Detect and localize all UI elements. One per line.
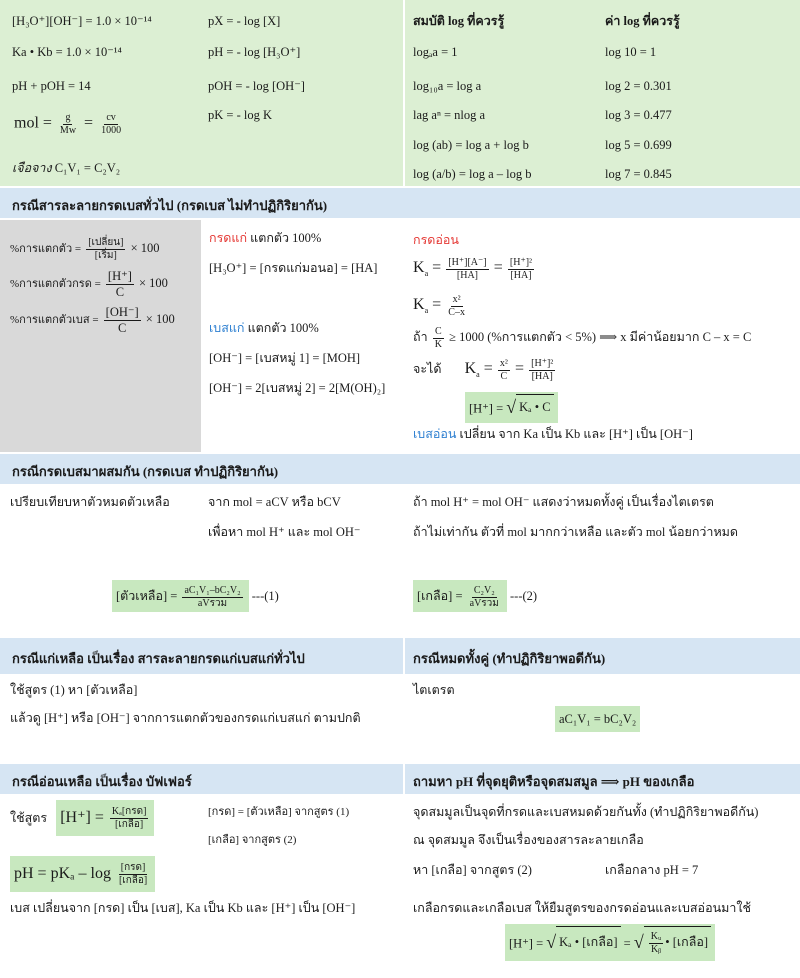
percent-acid-den: C [115,284,125,299]
buffer-h-formula [10,800,154,836]
kw-over-kb [649,931,664,955]
if-equal-text: ถ้า mol H⁺ = mol OH⁻ แสดงว่าหมดทั้งคู่ เป็นเรื่องไตเตรต [413,495,714,509]
ka-symbol-3: $K_a$ = [464,360,493,380]
percent-acid-label: %การแตกตัวกรด = [10,278,101,290]
equivalence-panel [405,796,800,978]
titration-panel [405,676,800,762]
pk-def: pK = - log K [208,108,272,122]
section2-title: กรณีกรดเบสมาผสมกัน (กรดเบส ทำปฏิกิริยากัน) [12,464,279,479]
ka-num-1: [H⁺][A⁻] [448,257,487,269]
ka-fraction-2 [508,257,534,281]
salt-term: • [เกลือ] [665,935,709,949]
henderson-highlight [10,856,155,892]
salt-h-highlight [505,924,715,961]
buffer-h-num: Kₐ[กรด] [111,806,147,818]
find-salt-text: หา [เกลือ] จากสูตร (2) [413,863,532,877]
remaining-num: aC₁V₁–bC₂V₂ [184,585,241,597]
henderson-fraction [117,862,149,886]
sqrt-ka-salt [546,926,620,957]
c-num: C [435,326,442,338]
kw-num: Kᵤ [650,931,662,943]
dilution-label: เจือจาง [12,161,52,175]
c-over-k [433,326,444,350]
salt-formula [413,580,537,612]
log-values-title: ค่า log ที่ควรรู้ [605,14,680,28]
ka-simple-fraction-2 [529,358,555,382]
mol-1000: 1000 [101,124,122,136]
ka-num-2: [H⁺]² [509,257,533,269]
section1-header [0,188,800,218]
cond-rest: ≥ 1000 (%การแตกตัว < 5%) ⟹ x มีค่าน้อยมาก C – x = C [449,330,752,344]
base-change-text: เบส เปลี่ยนจาก [กรด] เป็น [เบส], Ka เป็น Kb และ [H⁺] เป็น [OH⁻] [10,901,356,915]
percent-acid-num: [H⁺] [107,269,132,284]
log-value-item: log 3 = 0.477 [605,108,672,122]
strong-base-eq1: [OH⁻] = [เบสหมู่ 1] = [MOH] [209,351,361,365]
ka-simple-num-2: [H⁺]² [531,358,554,370]
percent-base-num: [OH⁻] [105,305,139,320]
section2-header [0,454,800,484]
sqrt-kw-kb-under [644,926,711,957]
percent-base-fraction [104,305,141,335]
percent-base-label: %การแตกตัวเบส = [10,314,99,326]
percent-dissociation [10,234,160,263]
percent-den: [เริ่ม] [94,249,117,261]
ka-x-den: C–x [448,306,465,318]
ka-x-num: x² [452,294,461,306]
section3-header-left [0,638,403,674]
sqrt-ka-salt-under: Kₐ • [เกลือ] [556,926,620,957]
henderson-formula [10,856,155,892]
if-not-equal-text: ถ้าไม่เท่ากัน ตัวที่ mol มากกว่าเหลือ และตัว mol น้อยกว่าหมด [413,525,739,539]
px-def: pX = - log [X] [208,14,281,28]
ka-x-fraction [446,294,467,318]
cond-pre: ถ้า [413,330,428,344]
percent-num: [เปลี่ยน] [88,237,124,249]
mol-cv: cv [106,112,116,123]
strong-excess-panel [0,676,403,762]
salt-h-formula [505,924,715,961]
sqrt-ka-c [506,394,553,419]
ka-equals-3: = [514,360,525,377]
ka-simple-den-2: [HA] [531,370,553,382]
mixing-left-panel [0,486,403,636]
log-prop-item: lag aⁿ = nlog a [413,108,486,122]
log-prop-item: log (ab) = log a + log b [413,138,529,152]
strong-base-label: เบสแก่ [209,321,245,335]
buffer-h-label: [H⁺] = [60,809,104,826]
remaining-den: aVรวม [197,597,228,609]
ka-simple-num: x² [499,358,508,370]
ka-kb-relation: Ka • Kb = 1.0 × 10⁻¹⁴ [12,45,122,59]
buffer-h-den: [เกลือ] [115,818,144,830]
ka-fraction-1 [446,257,488,281]
mol-fraction-cv [99,112,123,136]
section3-title-right: กรณีหมดทั้งคู่ (ทำปฏิกิริยาพอดีกัน) [413,651,606,666]
strong-base-rest: แตกตัว 100% [244,321,319,335]
ka-symbol: $K_a$ = [413,259,442,279]
weak-base-line [413,426,693,442]
ka-den-2: [HA] [510,269,532,281]
ka-den-1: [HA] [456,269,478,281]
log-props-title: สมบัติ log ที่ควรรู้ [413,14,505,28]
times-100: × 100 [139,276,168,290]
remaining-formula [112,580,279,612]
borrow-formula-text: เกลือกรดและเกลือเบส ให้ยืมสูตรของกรดอ่อนและเบสอ่อนมาใช้ [413,901,751,915]
sqrt-icon: √ [546,931,557,952]
salt-h-equals: = [623,936,631,951]
simplified-ka [413,354,557,390]
buffer-panel [0,796,403,978]
log-value-item: log 10 = 1 [605,45,657,59]
strong-acid-base-panel [203,220,403,452]
ka-x-expression [413,290,469,326]
sqrt-under: Kₐ • C [516,394,553,419]
ph-def: pH = - log [H₃O⁺] [208,45,301,59]
then-see-text: แล้วดู [H⁺] หรือ [OH⁻] จากการแตกตัวของกรดแก่เบสแก่ ตามปกติ [10,711,361,725]
top-log-table [405,0,800,186]
salt-den: aVรวม [469,597,499,609]
remaining-highlight [112,580,249,612]
strong-acid-label: กรดแก่ [209,231,248,245]
times-100: × 100 [130,241,160,255]
strong-acid-rest: แตกตัว 100% [247,231,322,245]
mol-g: g [65,112,71,123]
use-formula-label: ใช้สูตร [10,811,48,825]
divider [403,0,405,186]
from-mol-text: จาก mol = aCV หรือ bCV [208,495,341,509]
kb-den: Kᵦ [650,943,662,955]
sqrt-kw-kb-salt [634,926,711,957]
mol-mw: Mw [59,124,77,136]
log-prop-item: log (a/b) = log a – log b [413,167,532,181]
buffer-h-highlight [56,800,154,836]
dilution-formula [12,160,120,176]
henderson-den: [เกลือ] [118,874,148,886]
mol-equals: = [84,114,94,132]
acid-from-text: [กรด] = [ตัวเหลือ] จากสูตร (1) [208,806,350,818]
compare-text: เปรียบเทียบหาตัวหมดตัวเหลือ [10,495,170,509]
sqrt-icon: √ [633,931,644,952]
use-formula-1: ใช้สูตร (1) หา [ตัวเหลือ] [10,683,138,697]
percent-dissociation-base [10,304,175,335]
ka-symbol-2: $K_a$ = [413,296,442,316]
henderson-label: pH = pKₐ – log [14,865,111,882]
titrate-equation [555,706,640,732]
titrate-label: ไตเตรต [413,683,455,697]
h-concentration-result [465,392,558,423]
remaining-fraction [182,585,242,609]
strong-acid-line [209,230,321,246]
mol-formula [14,112,125,136]
salt-fraction [468,585,501,609]
section4-header-left [0,764,403,794]
dilution-eq: C₁V₁ = C₂V₂ [54,161,121,175]
then-label: จะได้ [413,362,442,376]
weak-acid-label: กรดอ่อน [413,233,459,247]
mol-fraction-g-mw [58,112,78,136]
water-ion-product: [H₃O⁺][OH⁻] = 1.0 × 10⁻¹⁴ [12,14,152,28]
weak-base-label: เบสอ่อน [413,427,457,441]
salt-from-text: [เกลือ] จากสูตร (2) [208,834,297,846]
section1-title: กรณีสารละลายกรดเบสทั่วไป (กรดเบส ไม่ทำปฏิกิริยากัน) [12,198,328,213]
percent-acid-fraction [106,269,134,299]
log-prop-item: log₁₀a = log a [413,79,482,93]
mol-label: mol = [14,114,52,132]
ka-expression [413,253,536,289]
neutral-salt-text: เกลือกลาง pH = 7 [605,863,699,877]
percent-label: %การแตกตัว = [10,243,82,255]
times-100: × 100 [145,312,175,326]
salt-highlight [413,580,507,612]
salt-label: [เกลือ] = [417,589,463,603]
poh-def: pOH = - log [OH⁻] [208,79,305,93]
to-find-text: เพื่อหา mol H⁺ และ mol OH⁻ [208,525,361,539]
ph-poh-sum: pH + pOH = 14 [12,79,91,93]
formula-tag-1: ---(1) [251,589,279,603]
salt-h-label: [H⁺] = [509,936,544,951]
at-equivalence-text: ณ จุดสมมูล จึงเป็นเรื่องของสารละลายเกลือ [413,833,644,847]
section4-title-left: กรณีอ่อนเหลือ เป็นเรื่อง บัฟเฟอร์ [12,774,192,789]
ka-simple-fraction [498,358,510,382]
section4-title-right: ถามหา pH ที่จุดยุติหรือจุดสมสมูล ⟹ pH ของเกลือ [413,774,695,789]
section3-header-right [405,638,800,674]
log-value-item: log 7 = 0.845 [605,167,672,181]
henderson-num: [กรด] [120,862,146,874]
ka-equals: = [493,259,503,276]
h-result-label: [H⁺] = [469,401,504,416]
dissociation-percent-panel [0,220,201,452]
remaining-label: [ตัวเหลือ] = [116,589,178,603]
ka-simple-den: C [500,370,508,382]
percent-fraction [86,237,125,261]
log-prop-item: logₐa = 1 [413,45,458,59]
sqrt-icon: √ [506,396,517,417]
strong-acid-eq: [H₃O⁺] = [กรดแก่มอนอ] = [HA] [209,261,378,275]
mixing-right-panel [405,486,800,636]
weak-acid-base-panel [405,220,800,452]
weak-base-rest: เปลี่ยน จาก Ka เป็น Kb และ [H⁺] เป็น [OH⁻] [456,427,693,441]
log-value-item: log 2 = 0.301 [605,79,672,93]
h-result-highlight [465,392,558,423]
formula-tag-2: ---(2) [510,589,538,603]
buffer-h-fraction [110,806,149,830]
salt-num: C₂V₂ [473,585,495,597]
section3-title-left: กรณีแก่เหลือ เป็นเรื่อง สารละลายกรดแก่เบสแก่ทั่วไป [12,651,305,666]
equivalence-text: จุดสมมูลเป็นจุดที่กรดและเบสหมดด้วยกันทั้ง (ทำปฏิกิริยาพอดีกัน) [413,805,759,819]
k-den: K [434,338,442,350]
titrate-highlight: aC₁V₁ = bC₂V₂ [555,706,640,732]
approximation-condition [413,324,751,350]
top-formulas-left [0,0,403,186]
log-value-item: log 5 = 0.699 [605,138,672,152]
percent-dissociation-acid [10,268,168,299]
percent-base-den: C [117,320,127,335]
strong-base-line [209,320,319,336]
strong-base-eq2: [OH⁻] = 2[เบสหมู่ 2] = 2[M(OH)₂] [209,381,386,395]
section4-header-right [405,764,800,794]
